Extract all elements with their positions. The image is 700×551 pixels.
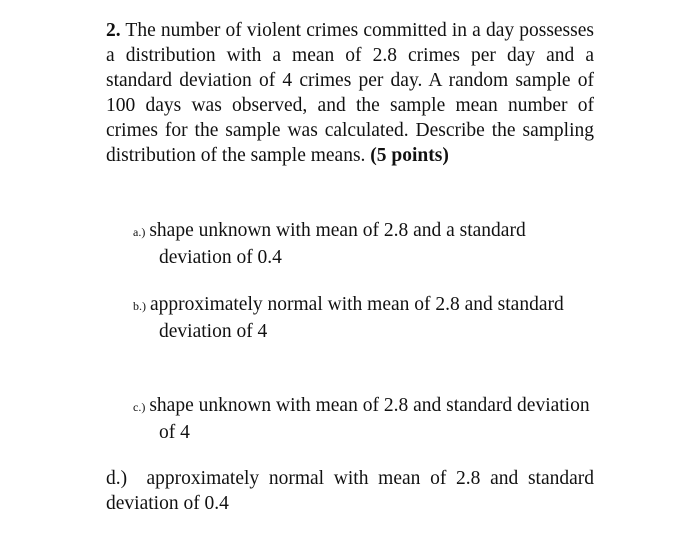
question-block — [106, 18, 594, 168]
option-b-text: approximately normal with mean of 2.8 and standard deviation of 4 — [150, 294, 564, 342]
option-d[interactable] — [106, 466, 594, 516]
option-d-label: d.) — [106, 468, 128, 489]
option-b[interactable] — [133, 292, 599, 344]
question-number: 2. — [106, 20, 121, 41]
option-c-text: shape unknown with mean of 2.8 and standard deviation of 4 — [149, 395, 590, 443]
option-a-text: shape unknown with mean of 2.8 and a standard deviation of 0.4 — [149, 220, 526, 268]
question-points: (5 points) — [370, 145, 449, 166]
question-text: The number of violent crimes committed in a day possesses a distribution with a mean of 2.8 crimes per day and a standard deviation of 4 crimes per day. A random sample of 100 days was observed, and the sample mean number of crimes for the sample was calculated. Describe the sampling distribution of the sample means. — [106, 20, 594, 166]
option-d-text: approximately normal with mean of 2.8 and standard deviation of 0.4 — [106, 468, 595, 514]
option-a[interactable] — [133, 218, 599, 270]
option-b-label: b.) — [133, 299, 146, 313]
option-c-label: c.) — [133, 400, 146, 414]
option-c[interactable] — [133, 393, 599, 445]
option-a-label: a.) — [133, 225, 146, 239]
